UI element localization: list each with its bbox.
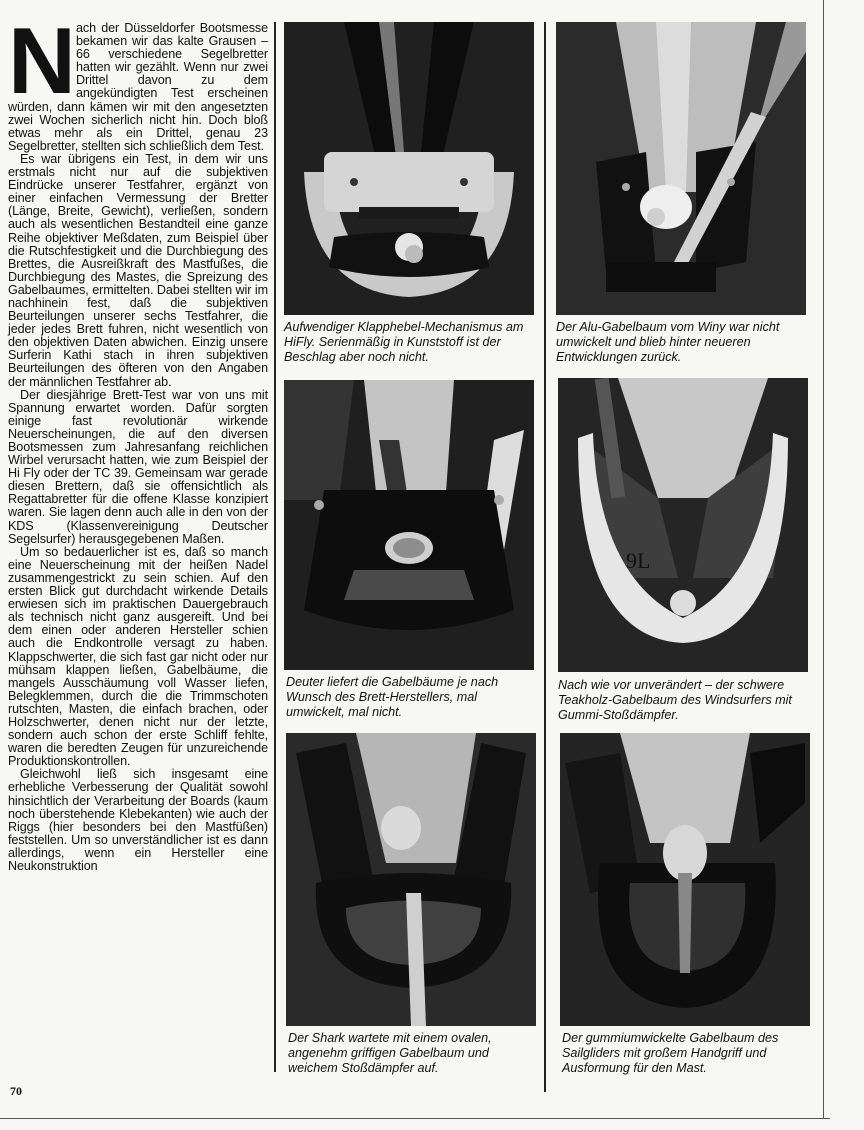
article-paragraph: Um so bedauerlicher ist es, daß so manch eine Neuerscheinung mit der heißen Nadel zusammengestrickt zu sein schien. Auf den ersten Blick gut durchdacht wirkende Details erwiesen sich im praktischen Dauergebrauch als technisch nicht ganz ausgereift. Und bei dem einen oder anderen Hersteller schien auch die Endkontrolle versagt zu haben. Klappschwerter, die sich fast gar nicht oder nur mühsam klappen ließen, Gabelbäume, die mangels Ausschäumung voll Wasser liefen, Belegklemmen, durch die die Trimmschoten rutschten, Masten, die einfach brachen, oder Holzschwerter, denen nicht nur der letzte, sondern auch schon der erste Schliff fehlte, waren die beredten Zeugen für unzureichende Produktionskontrollen. xyxy=(8,544,268,769)
caption-photo-3: Deuter liefert die Gabelbäume je nach Wunsch des Brett-Herstellers, mal umwickelt, mal nicht. xyxy=(286,675,499,720)
article-paragraph: Der diesjährige Brett-Test war von uns mit Spannung erwartet worden. Dafür sorgten einige fast revolutionär wirkende Neuerscheinungen, die auf den diversen Bootsmessen zum Jahresanfang reichlichen Wirbel verursacht hatten, wie zum Beispiel der Hi Fly oder der TC 39. Gemeinsam war gerade diesen Brettern, daß sie offensichtlich als Regattabretter für die offene Klasse konzipiert waren. Sie lagen denn auch alle in den von der KDS (Klassenvereinigung Deutscher Segelsurfer) herausgegebenen Maßen. xyxy=(8,387,268,546)
photo-windsurfer-teak-boom xyxy=(558,378,808,672)
photo-hifly-boom-fitting xyxy=(284,22,534,315)
photo-sailglider-boom-fitting xyxy=(560,733,810,1026)
caption-photo-2: Der Alu-Gabelbaum vom Winy war nicht umwickelt und blieb hinter neueren Entwicklungen zurück. xyxy=(556,320,780,365)
photo-shark-boom-fitting xyxy=(286,733,536,1026)
article-body xyxy=(8,8,268,873)
article-paragraph: Es war übrigens ein Test, in dem wir uns erstmals nicht nur auf die subjektiven Eindrücke unserer Testfahrer, ergänzt von einer einfachen Vermessung der Bretter (Länge, Breite, Gewicht), verließen, sondern auch als wesentlichen Bestandteil eine ganze Reihe objektiver Meßdaten, zum Beispiel über die Rutschfestigkeit und die Durchbiegung des Brettes, die Ausreißkraft des Mastfußes, die Durchbiegung des Mastes, die Spreizung des Gabelbaumes, ermittelten. Dabei stellten wir im nachhinein fest, daß die subjektiven Beurteilungen unserer sechs Testfahrer, die jeder jedes Brett fuhren, nicht wesentlich von den objektiven Daten abwichen. Einzig unsere Surferin Kathi stach in ihren subjektiven Beurteilungen des öfteren von den Angaben der männlichen Testfahrer ab. xyxy=(8,151,268,389)
page-edge-right xyxy=(823,0,824,1118)
photo-label-9L: 9L xyxy=(626,548,651,573)
column-divider xyxy=(544,22,546,1092)
caption-photo-5: Der Shark wartete mit einem ovalen, angenehm griffigen Gabelbaum und weichem Stoßdämpfer auf. xyxy=(288,1031,492,1076)
drop-cap: N xyxy=(8,8,76,113)
photo-winy-boom-fitting xyxy=(556,22,806,315)
caption-photo-6: Der gummiumwickelte Gabelbaum des Sailgliders mit großem Handgriff und Ausformung für den Mast. xyxy=(562,1031,779,1076)
caption-photo-1: Aufwendiger Klapphebel-Mechanismus am HiFly. Serienmäßig in Kunststoff ist der Beschlag aber noch nicht. xyxy=(284,320,524,365)
page-edge-bottom xyxy=(0,1118,830,1119)
page-number: 70 xyxy=(10,1084,22,1098)
caption-photo-4: Nach wie vor unverändert – der schwere Teakholz-Gabelbaum des Windsurfers mit Gummi-Stoßdämpfer. xyxy=(558,678,792,723)
article-paragraph: Gleichwohl ließ sich insgesamt eine erhebliche Verbesserung der Qualität sowohl hinsichtlich der Verarbeitung der Boards (kaum noch überstehende Klebekanten) wie auch der Riggs (hier besonders bei den Mastfüßen) feststellen. Um so unverständlicher ist es dann allerdings, wenn ein Hersteller eine Neukonstruktion xyxy=(8,767,268,873)
photo-deuter-boom-fitting xyxy=(284,380,534,670)
column-divider xyxy=(274,22,276,1072)
article-paragraph: Nach der Düsseldorfer Bootsmesse bekamen wir das kalte Grausen – 66 verschiedene Segelbretter hatten wir gezählt. Wenn nur zwei Drittel davon zu dem angekündigten Test erscheinen würden, dann kämen wir mit den angesetzten zwei Wochen sicherlich nicht hin. Doch bloß etwas mehr als ein Drittel, genau 23 Segelbretter, stellten sich schließlich dem Test. xyxy=(8,8,268,153)
